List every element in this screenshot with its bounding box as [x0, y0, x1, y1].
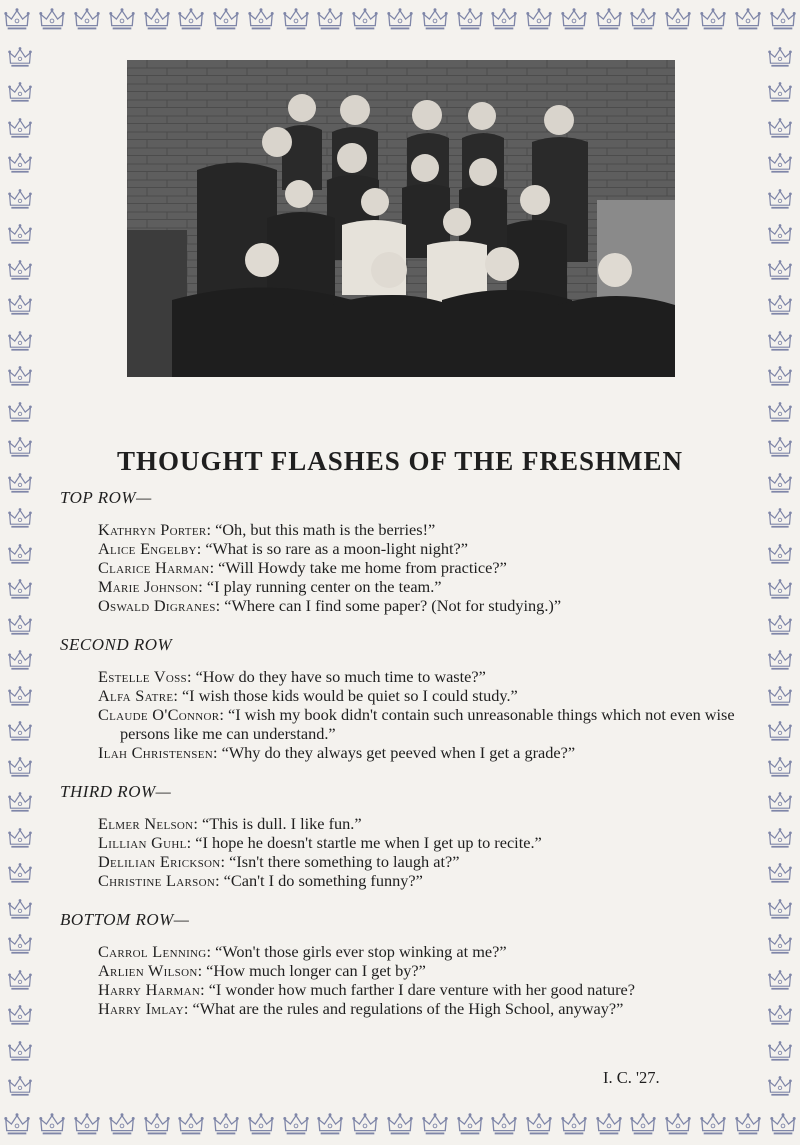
crown-icon	[456, 1111, 484, 1139]
crown-icon	[7, 151, 33, 177]
quote-entry	[98, 942, 750, 961]
crown-icon	[767, 932, 793, 958]
student-name: Claude O'Connor	[98, 705, 220, 724]
student-quote: : “How do they have so much time to waste?”	[186, 667, 486, 686]
crown-icon	[7, 755, 33, 781]
quote-entry	[98, 980, 750, 999]
crown-icon	[629, 1111, 657, 1139]
crown-icon	[7, 1003, 33, 1029]
crown-icon	[767, 719, 793, 745]
section-heading: SECOND ROW	[60, 635, 173, 654]
quote-entry	[98, 596, 750, 615]
crown-icon	[767, 577, 793, 603]
crown-icon	[595, 6, 623, 34]
quote-entry	[98, 999, 750, 1018]
student-quote: : “I wish my book didn't contain such unreasonable things which not even wise persons like me can understand.”	[120, 705, 735, 743]
quote-entry	[98, 705, 750, 743]
crown-icon	[767, 1039, 793, 1065]
student-name: Clarice Harman	[98, 558, 210, 577]
quote-entry	[98, 814, 750, 833]
crown-icon	[767, 80, 793, 106]
student-name: Estelle Voss	[98, 667, 187, 686]
crown-icon	[247, 6, 275, 34]
crown-icon	[767, 187, 793, 213]
crown-icon	[629, 6, 657, 34]
quote-entry	[98, 558, 750, 577]
crown-icon	[664, 6, 692, 34]
student-quote: : “This is dull. I like fun.”	[193, 814, 362, 833]
crown-icon	[143, 6, 171, 34]
crown-icon	[7, 861, 33, 887]
crown-icon	[7, 400, 33, 426]
crown-icon	[767, 506, 793, 532]
crown-icon	[143, 1111, 171, 1139]
student-quote: : “I wonder how much farther I dare venture with her good nature?	[200, 980, 635, 999]
crown-icon	[108, 1111, 136, 1139]
crown-icon	[7, 80, 33, 106]
border-top	[0, 0, 800, 40]
crown-icon	[525, 6, 553, 34]
crown-icon	[7, 542, 33, 568]
student-name: Alice Engelby	[98, 539, 197, 558]
student-name: Arlien Wilson	[98, 961, 198, 980]
crown-icon	[560, 6, 588, 34]
border-right	[760, 40, 800, 1105]
crown-icon	[767, 861, 793, 887]
section-third-row	[60, 782, 750, 890]
student-quote: : “What are the rules and regulations of the High School, anyway?”	[183, 999, 624, 1018]
crown-icon	[108, 6, 136, 34]
crown-icon	[7, 790, 33, 816]
crown-icon	[595, 1111, 623, 1139]
crown-icon	[767, 897, 793, 923]
crown-icon	[7, 1039, 33, 1065]
crown-icon	[38, 1111, 66, 1139]
quote-entry	[98, 577, 750, 596]
crown-icon	[7, 187, 33, 213]
quote-entry	[98, 520, 750, 539]
border-bottom	[0, 1105, 800, 1145]
crown-icon	[734, 1111, 762, 1139]
crown-icon	[73, 1111, 101, 1139]
crown-icon	[767, 116, 793, 142]
crown-icon	[421, 6, 449, 34]
section-heading: BOTTOM ROW—	[60, 910, 190, 929]
crown-icon	[316, 1111, 344, 1139]
student-name: Elmer Nelson	[98, 814, 194, 833]
crown-icon	[177, 6, 205, 34]
section-heading: THIRD ROW—	[60, 782, 172, 801]
student-quote: : “Isn't there something to laugh at?”	[220, 852, 460, 871]
crown-icon	[7, 116, 33, 142]
student-quote: : “What is so rare as a moon-light night?”	[196, 539, 468, 558]
quote-entry	[98, 743, 750, 762]
crown-icon	[177, 1111, 205, 1139]
crown-icon	[316, 6, 344, 34]
student-name: Oswald Digranes	[98, 596, 216, 615]
class-photo	[127, 60, 675, 377]
quote-entry	[98, 833, 750, 852]
crown-icon	[212, 1111, 240, 1139]
crown-icon	[7, 826, 33, 852]
crown-icon	[282, 6, 310, 34]
crown-icon	[490, 1111, 518, 1139]
crown-icon	[421, 1111, 449, 1139]
crown-icon	[767, 45, 793, 71]
crown-icon	[7, 329, 33, 355]
section-second-row	[60, 635, 750, 762]
student-name: Kathryn Porter	[98, 520, 207, 539]
student-quote: : “Where can I find some paper? (Not for studying.)”	[215, 596, 562, 615]
crown-icon	[7, 719, 33, 745]
crown-icon	[7, 648, 33, 674]
student-quote: : “I hope he doesn't startle me when I get up to recite.”	[186, 833, 542, 852]
crown-icon	[3, 1111, 31, 1139]
student-quote: : “Can't I do something funny?”	[215, 871, 423, 890]
crown-icon	[664, 1111, 692, 1139]
crown-icon	[767, 826, 793, 852]
class-photo-illustration	[127, 60, 675, 377]
crown-icon	[767, 400, 793, 426]
student-name: Christine Larson	[98, 871, 216, 890]
border-left	[0, 40, 40, 1105]
crown-icon	[7, 364, 33, 390]
crown-icon	[7, 897, 33, 923]
student-quote: : “Why do they always get peeved when I get a grade?”	[212, 743, 576, 762]
crown-icon	[767, 1003, 793, 1029]
crown-icon	[7, 293, 33, 319]
crown-icon	[699, 6, 727, 34]
student-name: Marie Johnson	[98, 577, 199, 596]
student-name: Ilah Christensen	[98, 743, 213, 762]
crown-icon	[7, 577, 33, 603]
crown-icon	[767, 1074, 793, 1100]
crown-icon	[767, 542, 793, 568]
student-quote: : “Will Howdy take me home from practice?”	[209, 558, 507, 577]
quote-entry	[98, 686, 750, 705]
crown-icon	[7, 684, 33, 710]
page-title: THOUGHT FLASHES OF THE FRESHMEN	[116, 446, 684, 477]
crown-icon	[351, 1111, 379, 1139]
crown-icon	[212, 6, 240, 34]
section-top-row	[60, 488, 750, 615]
crown-icon	[386, 1111, 414, 1139]
crown-icon	[769, 6, 797, 34]
student-name: Harry Imlay	[98, 999, 184, 1018]
crown-icon	[769, 1111, 797, 1139]
student-quote: : “Oh, but this math is the berries!”	[206, 520, 436, 539]
crown-icon	[767, 790, 793, 816]
quotes-content	[60, 488, 750, 1038]
crown-icon	[699, 1111, 727, 1139]
crown-icon	[490, 6, 518, 34]
crown-icon	[767, 684, 793, 710]
crown-icon	[767, 151, 793, 177]
crown-icon	[351, 6, 379, 34]
crown-icon	[7, 506, 33, 532]
crown-icon	[767, 293, 793, 319]
crown-icon	[734, 6, 762, 34]
quote-entry	[98, 852, 750, 871]
quote-entry	[98, 667, 750, 686]
crown-icon	[3, 6, 31, 34]
crown-icon	[73, 6, 101, 34]
crown-icon	[7, 222, 33, 248]
crown-icon	[7, 1074, 33, 1100]
crown-icon	[767, 613, 793, 639]
student-quote: : “Won't those girls ever stop winking at me?”	[206, 942, 507, 961]
crown-icon	[767, 258, 793, 284]
crown-icon	[7, 45, 33, 71]
crown-icon	[767, 968, 793, 994]
student-quote: : “How much longer can I get by?”	[197, 961, 426, 980]
student-name: Delilian Erickson	[98, 852, 221, 871]
crown-icon	[456, 6, 484, 34]
section-heading: TOP ROW—	[60, 488, 152, 507]
crown-icon	[7, 258, 33, 284]
crown-icon	[7, 613, 33, 639]
student-name: Lillian Guhl	[98, 833, 187, 852]
student-quote: : “I wish those kids would be quiet so I could study.”	[173, 686, 518, 705]
section-bottom-row	[60, 910, 750, 1018]
student-name: Alfa Satre	[98, 686, 174, 705]
quote-entry	[98, 961, 750, 980]
crown-icon	[767, 364, 793, 390]
crown-icon	[7, 968, 33, 994]
crown-icon	[767, 222, 793, 248]
crown-icon	[386, 6, 414, 34]
crown-icon	[282, 1111, 310, 1139]
student-name: Carrol Lenning	[98, 942, 207, 961]
author-signature: I. C. '27.	[603, 1068, 660, 1087]
crown-icon	[38, 6, 66, 34]
crown-icon	[525, 1111, 553, 1139]
crown-icon	[767, 648, 793, 674]
student-quote: : “I play running center on the team.”	[198, 577, 442, 596]
crown-icon	[560, 1111, 588, 1139]
crown-icon	[247, 1111, 275, 1139]
crown-icon	[767, 329, 793, 355]
student-name: Harry Harman	[98, 980, 201, 999]
crown-icon	[767, 755, 793, 781]
quote-entry	[98, 539, 750, 558]
quote-entry	[98, 871, 750, 890]
crown-icon	[7, 932, 33, 958]
